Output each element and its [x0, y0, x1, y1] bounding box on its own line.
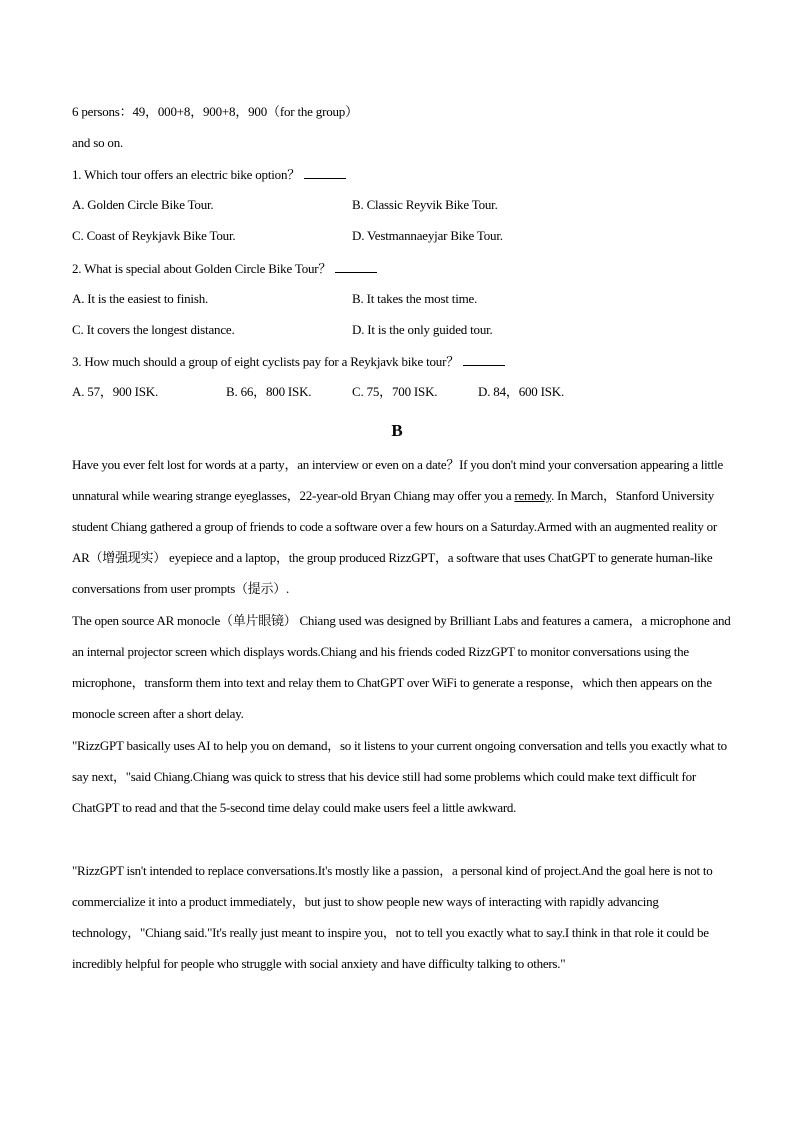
q1-option-c: C. Coast of Reykjavk Bike Tour. [72, 228, 236, 243]
q3-option-d: D. 84，600 ISK. [478, 384, 565, 399]
q2-option-d: D. It is the only guided tour. [352, 322, 493, 337]
question-3 [72, 353, 505, 370]
question-2 [72, 260, 377, 277]
q3-option-b: B. 66，800 ISK. [226, 384, 312, 399]
passage-p1-before: Have you ever felt lost for words at a party，an interview or even on a date？If you don't mind your conversation appearing a little unnatural while wearing strange eyeglasses，22-year-old Bryan Chiang may offer you a [72, 457, 724, 504]
q1-option-d: D. Vestmannaeyjar Bike Tour. [352, 228, 503, 243]
underlined-word-remedy: remedy [514, 488, 552, 504]
q2-option-b: B. It takes the most time. [352, 291, 478, 306]
passage-paragraph-3: "RizzGPT basically uses AI to help you on demand，so it listens to your current ongoing conversation and tells you exactly what to say next，"said Chiang.Chiang was quick to stress that his device still had some problems which could make text difficult for ChatGPT to read and that the 5-second time delay could make users feel a little awkward. [72, 738, 727, 816]
question-1-text: 1. Which tour offers an electric bike option？ [72, 167, 301, 182]
passage-p1-after: . In March，Stanford University student Chiang gathered a group of friends to code a software over a few hours on a Saturday.Armed with an augmented reality or AR（增强现实） eyepiece and a laptop，the group produced RizzGPT，a software that uses ChatGPT to generate human-like conversations from user prompts（提示）. [72, 488, 717, 597]
q3-option-c: C. 75，700 ISK. [352, 384, 438, 399]
price-line-six-persons: 6 persons：49，000+8，900+8，900（for the group） [72, 104, 358, 119]
answer-blank-1 [304, 166, 346, 179]
answer-blank-3 [463, 353, 505, 366]
q1-option-a: A. Golden Circle Bike Tour. [72, 197, 214, 212]
answer-blank-2 [335, 260, 377, 273]
q2-option-a: A. It is the easiest to finish. [72, 291, 209, 306]
question-1 [72, 166, 346, 183]
question-2-text: 2. What is special about Golden Circle Bike Tour？ [72, 261, 332, 276]
passage-paragraph-1 [72, 449, 732, 604]
passage-paragraph-4: "RizzGPT isn't intended to replace conversations.It's mostly like a passion，a personal kind of project.And the goal here is not to commercialize it into a product immediately，but just to show people new ways of interacting with rapidly advancing technology，"Chiang said."It's really just meant to inspire you，not to tell you exactly what to say.I think in that role it could be incredibly helpful for people who struggle with social anxiety and have difficulty talking to others." [72, 863, 713, 972]
q2-option-c: C. It covers the longest distance. [72, 322, 235, 337]
passage-paragraph-2: The open source AR monocle（单片眼镜） Chiang used was designed by Brilliant Labs and features a camera，a microphone and an internal projector screen which displays words.Chiang and his friends coded RizzGPT to monitor conversations using the microphone，transform them into text and relay them to ChatGPT over WiFi to generate a response，which then appears on the monocle screen after a short delay. [72, 613, 731, 722]
q3-option-a: A. 57，900 ISK. [72, 384, 159, 399]
question-3-text: 3. How much should a group of eight cyclists pay for a Reykjavk bike tour？ [72, 354, 460, 369]
q1-option-b: B. Classic Reyvik Bike Tour. [352, 197, 498, 212]
and-so-on-line: and so on. [72, 135, 124, 150]
section-b-heading: B [391, 421, 403, 440]
